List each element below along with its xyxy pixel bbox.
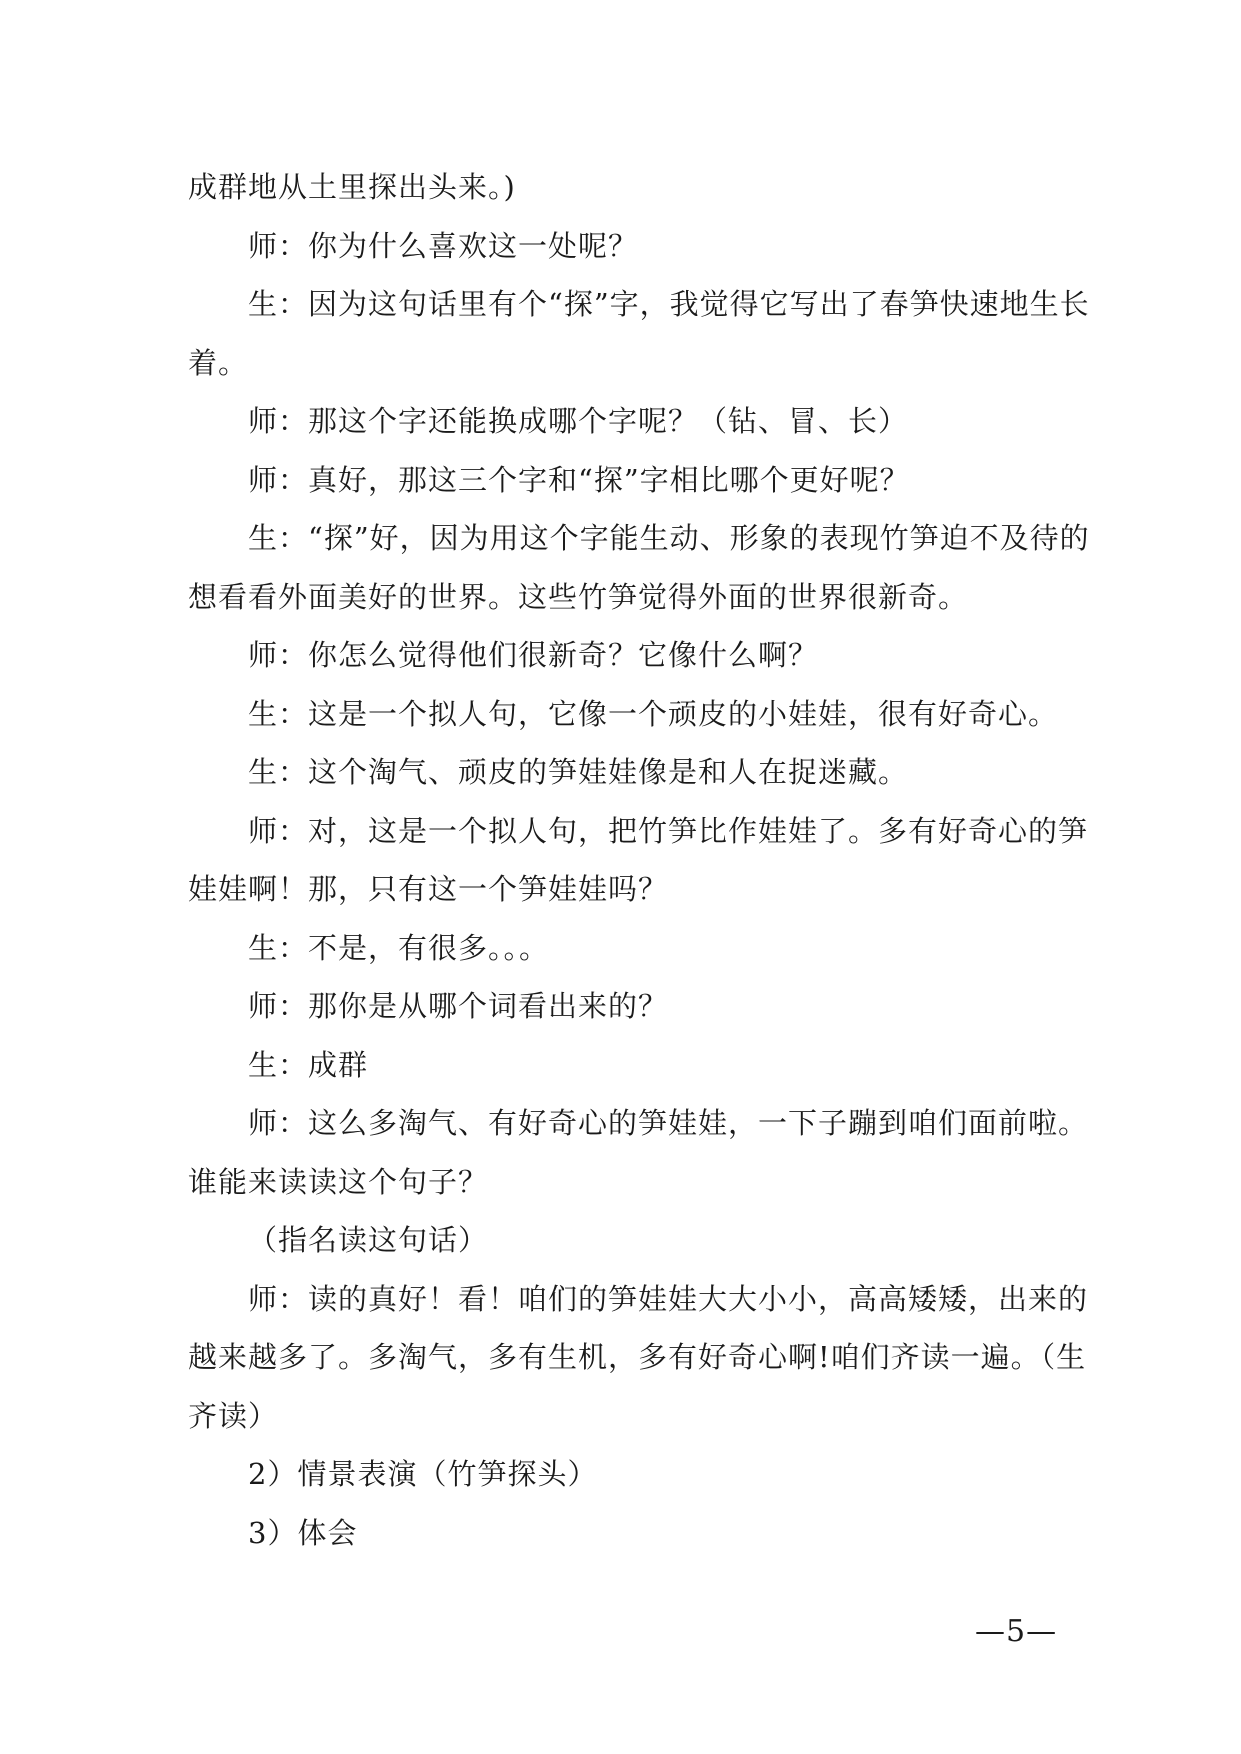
text-line: 师：你怎么觉得他们很新奇？它像什么啊？ [248, 638, 819, 672]
text-line: 师：对，这是一个拟人句，把竹笋比作娃娃了。多有好奇心的笋 [248, 813, 1089, 848]
text-line: 师：那你是从哪个词看出来的？ [248, 989, 669, 1023]
text-line: 生：“探”好，因为用这个字能生动、形象的表现竹笋迫不及待的 [248, 521, 1090, 555]
text-line: 师：真好，那这三个字和“探”字相比哪个更好呢？ [248, 462, 910, 497]
text-line: 师：读的真好！看！咱们的笋娃娃大大小小，高高矮矮，出来的 [248, 1281, 1089, 1316]
text-line: 着。 [188, 345, 249, 380]
text-line: 齐读） [188, 1398, 279, 1433]
text-line: 生：这个淘气、顽皮的笋娃娃像是和人在捉迷藏。 [248, 755, 909, 789]
text-line: 成群地从土里探出头来。) [188, 170, 516, 204]
text-line: 2）情景表演（竹笋探头） [248, 1457, 598, 1491]
page-number: —5— [975, 1614, 1058, 1649]
text-line: 师：你为什么喜欢这一处呢？ [248, 228, 639, 263]
text-line: 师：那这个字还能换成哪个字呢？（钻、冒、长） [248, 404, 909, 438]
text-line: 生：这是一个拟人句，它像一个顽皮的小娃娃，很有好奇心。 [248, 696, 1059, 731]
text-line: （指名读这句话） [248, 1223, 489, 1257]
text-line: 娃娃啊！那，只有这一个笋娃娃吗？ [188, 872, 669, 906]
text-line: 想看看外面美好的世界。这些竹笋觉得外面的世界很新奇。 [188, 579, 969, 614]
text-line: 生：不是，有很多。。。 [248, 930, 550, 965]
text-line: 谁能来读读这个句子？ [188, 1164, 489, 1199]
text-line: 生：成群 [248, 1047, 369, 1082]
body-text [188, 158, 1090, 1562]
text-line: 越来越多了。多淘气，多有生机，多有好奇心啊!咱们齐读一遍。（生 [188, 1340, 1087, 1374]
text-line: 师：这么多淘气、有好奇心的笋娃娃，一下子蹦到咱们面前啦。 [248, 1106, 1089, 1140]
text-line: 3）体会 [248, 1515, 358, 1550]
text-line: 生：因为这句话里有个“探”字，我觉得它写出了春笋快速地生长 [248, 287, 1090, 321]
